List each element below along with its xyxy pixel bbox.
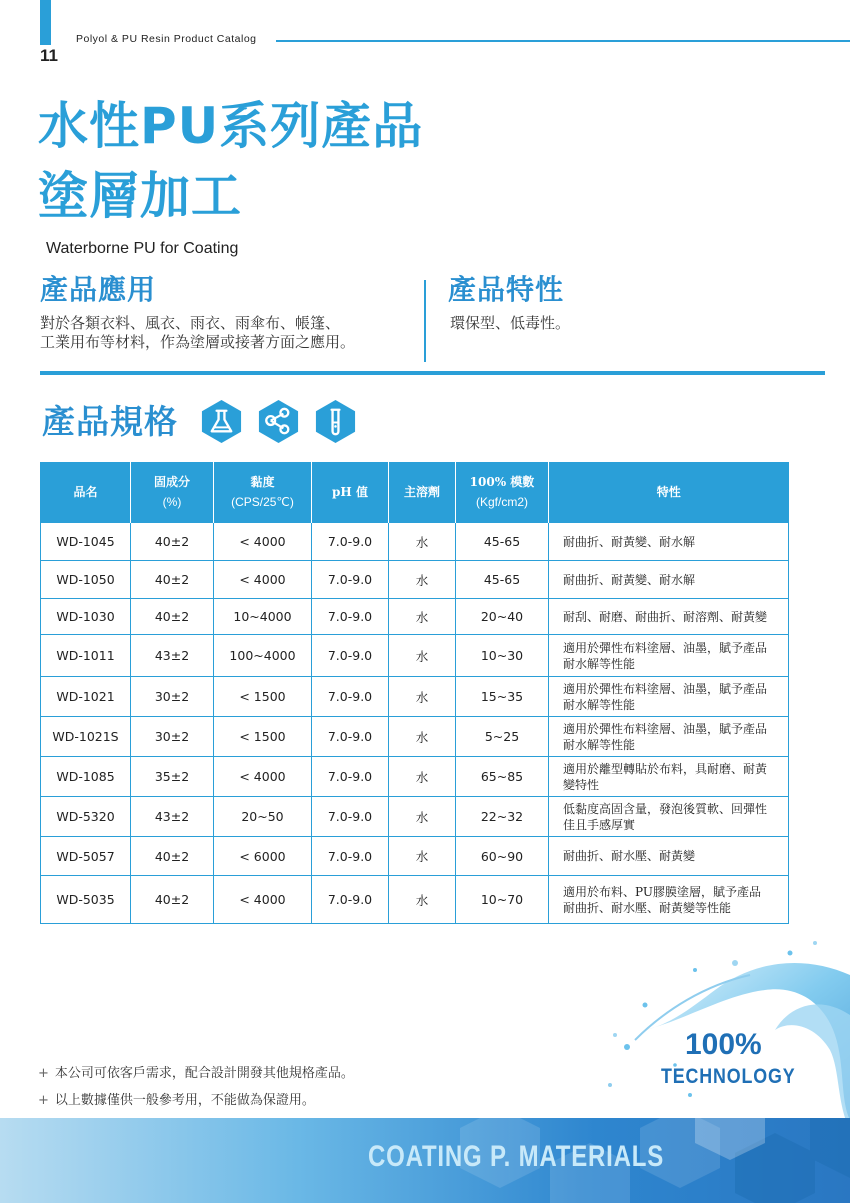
features-heading: 產品特性: [448, 273, 565, 306]
spec-table: [40, 462, 789, 924]
col-header-viscosity: 黏度 (CPS/25℃): [214, 462, 312, 523]
table-header-row: [41, 462, 789, 523]
cell-modulus: 20~40: [456, 599, 549, 635]
cell-solids: 40±2: [131, 599, 214, 635]
cell-solvent: 水: [389, 876, 456, 924]
cell-solvent: 水: [389, 677, 456, 717]
cell-viscosity: < 6000: [214, 837, 312, 876]
col-header-property: 特性: [549, 462, 789, 523]
cell-ph: 7.0-9.0: [312, 757, 389, 797]
cell-solids: 40±2: [131, 523, 214, 561]
note-custom-dev: + 本公司可依客戶需求，配合設計開發其他規格產品。: [38, 1066, 354, 1081]
cell-modulus: 60~90: [456, 837, 549, 876]
test-tube-icon: [313, 399, 358, 444]
table-row: [41, 635, 789, 677]
cell-ph: 7.0-9.0: [312, 717, 389, 757]
cell-viscosity: 20~50: [214, 797, 312, 837]
cell-solvent: 水: [389, 523, 456, 561]
cell-viscosity: < 1500: [214, 717, 312, 757]
section-divider: [424, 280, 426, 362]
col-header-modulus: 100% 模數 (Kgf/cm2): [456, 462, 549, 523]
table-row: [41, 561, 789, 599]
header-accent-bar: [40, 0, 51, 45]
cell-viscosity: 100~4000: [214, 635, 312, 677]
cell-name: WD-5320: [41, 797, 131, 837]
cell-property: 耐刮、耐磨、耐曲折、耐溶劑、耐黃變: [549, 599, 789, 635]
cell-property: 適用於彈性布料塗層、油墨，賦予產品 耐水解等性能: [549, 635, 789, 677]
cell-name: WD-1021: [41, 677, 131, 717]
page-number: 11: [40, 46, 58, 65]
cell-solvent: 水: [389, 837, 456, 876]
cell-solids: 40±2: [131, 561, 214, 599]
col-header-name: 品名: [41, 462, 131, 523]
cell-property: 適用於離型轉貼於布料，具耐磨、耐黃 變特性: [549, 757, 789, 797]
cell-viscosity: < 1500: [214, 677, 312, 717]
cell-ph: 7.0-9.0: [312, 635, 389, 677]
cell-modulus: 45-65: [456, 561, 549, 599]
col-header-solids: 固成分 (%): [131, 462, 214, 523]
cell-solvent: 水: [389, 797, 456, 837]
cell-modulus: 22~32: [456, 797, 549, 837]
cell-solids: 35±2: [131, 757, 214, 797]
badge-technology: TECHNOLOGY: [661, 1065, 796, 1088]
note-disclaimer: + 以上數據僅供一般參考用，不能做為保證用。: [38, 1093, 315, 1108]
cell-ph: 7.0-9.0: [312, 876, 389, 924]
horizontal-rule: [40, 371, 825, 375]
molecule-icon: [256, 399, 301, 444]
cell-property: 耐曲折、耐黃變、耐水解: [549, 523, 789, 561]
table-row: [41, 523, 789, 561]
cell-solids: 43±2: [131, 635, 214, 677]
table-row: [41, 876, 789, 924]
cell-solids: 40±2: [131, 876, 214, 924]
cell-property: 適用於彈性布料塗層、油墨，賦予產品 耐水解等性能: [549, 677, 789, 717]
cell-solvent: 水: [389, 717, 456, 757]
cell-modulus: 15~35: [456, 677, 549, 717]
cell-viscosity: < 4000: [214, 561, 312, 599]
specs-heading: 產品規格: [42, 402, 178, 441]
cell-solids: 43±2: [131, 797, 214, 837]
table-row: [41, 717, 789, 757]
cell-name: WD-5057: [41, 837, 131, 876]
cell-ph: 7.0-9.0: [312, 561, 389, 599]
cell-viscosity: < 4000: [214, 757, 312, 797]
table-row: [41, 757, 789, 797]
cell-ph: 7.0-9.0: [312, 677, 389, 717]
cell-solids: 30±2: [131, 677, 214, 717]
table-row: [41, 677, 789, 717]
cell-ph: 7.0-9.0: [312, 837, 389, 876]
table-row: [41, 797, 789, 837]
cell-name: WD-1045: [41, 523, 131, 561]
cell-viscosity: < 4000: [214, 876, 312, 924]
cell-solvent: 水: [389, 599, 456, 635]
col-header-solvent: 主溶劑: [389, 462, 456, 523]
cell-name: WD-1021S: [41, 717, 131, 757]
cell-viscosity: 10~4000: [214, 599, 312, 635]
cell-solvent: 水: [389, 635, 456, 677]
cell-property: 適用於布料、PU膠膜塗層，賦予產品 耐曲折、耐水壓、耐黃變等性能: [549, 876, 789, 924]
cell-property: 低黏度高固含量，發泡後質軟、回彈性 佳且手感厚實: [549, 797, 789, 837]
application-body-line2: 工業用布等材料，作為塗層或接著方面之應用。: [40, 333, 356, 351]
header-rule: [276, 40, 850, 42]
cell-modulus: 65~85: [456, 757, 549, 797]
cell-modulus: 10~70: [456, 876, 549, 924]
application-heading: 產品應用: [40, 273, 157, 306]
cell-property: 耐曲折、耐黃變、耐水解: [549, 561, 789, 599]
cell-ph: 7.0-9.0: [312, 797, 389, 837]
catalog-title: Polyol & PU Resin Product Catalog: [76, 33, 257, 45]
cell-ph: 7.0-9.0: [312, 523, 389, 561]
cell-modulus: 5~25: [456, 717, 549, 757]
cell-solids: 30±2: [131, 717, 214, 757]
cell-name: WD-1011: [41, 635, 131, 677]
table-row: [41, 837, 789, 876]
table-row: [41, 599, 789, 635]
page-title-line2: 塗層加工: [38, 167, 242, 225]
features-body: 環保型、低毒性。: [450, 314, 571, 332]
flask-icon: [199, 399, 244, 444]
page-title-line1: 水性PU系列產品: [38, 97, 424, 155]
cell-solids: 40±2: [131, 837, 214, 876]
application-body-line1: 對於各類衣料、風衣、雨衣、雨傘布、帳篷、: [40, 314, 341, 332]
cell-modulus: 45-65: [456, 523, 549, 561]
badge-percent: 100%: [685, 1028, 762, 1061]
cell-modulus: 10~30: [456, 635, 549, 677]
page-subtitle: Waterborne PU for Coating: [46, 240, 239, 257]
cell-name: WD-1030: [41, 599, 131, 635]
cell-viscosity: < 4000: [214, 523, 312, 561]
application-body: [40, 314, 420, 352]
cell-property: 耐曲折、耐水壓、耐黃變: [549, 837, 789, 876]
cell-solvent: 水: [389, 757, 456, 797]
cell-ph: 7.0-9.0: [312, 599, 389, 635]
col-header-ph: pH 值: [312, 462, 389, 523]
cell-name: WD-1085: [41, 757, 131, 797]
cell-solvent: 水: [389, 561, 456, 599]
cell-name: WD-5035: [41, 876, 131, 924]
cell-name: WD-1050: [41, 561, 131, 599]
footer-title: COATING P. MATERIALS: [368, 1140, 665, 1173]
cell-property: 適用於彈性布料塗層、油墨，賦予產品 耐水解等性能: [549, 717, 789, 757]
